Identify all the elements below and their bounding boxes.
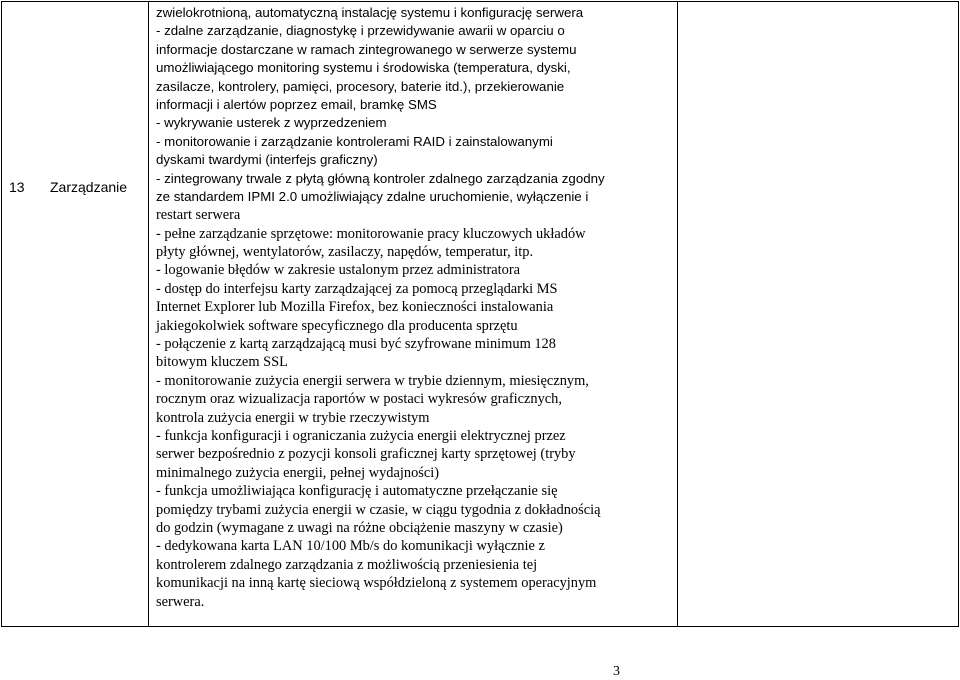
description-line: rocznym oraz wizualizacja raportów w postaci wykresów graficznych, — [156, 391, 562, 408]
description-line: informacji i alertów poprzez email, bramkę SMS — [156, 96, 437, 112]
description-line: serwera. — [156, 593, 205, 610]
description-line: - logowanie błędów w zakresie ustalonym przez administratora — [156, 262, 521, 279]
description-line: serwer bezpośrednio z pozycji konsoli graficznej karty sprzętowej (tryby — [156, 446, 576, 463]
description-line: - pełne zarządzanie sprzętowe: monitorowanie pracy kluczowych układów — [156, 225, 586, 242]
description-line: ze standardem IPMI 2.0 umożliwiający zdalne uruchomienie, wyłączenie i — [156, 188, 589, 204]
description-line: płyty głównej, wentylatorów, zasilaczy, napędów, temperatur, itp. — [156, 244, 534, 261]
description-line: - wykrywanie usterek z wyprzedzeniem — [156, 115, 387, 131]
description-line: - dostęp do interfejsu karty zarządzającej za pomocą przeglądarki MS — [156, 280, 558, 297]
description-line: informacje dostarczane w ramach zintegrowanego w serwerze systemu — [156, 41, 577, 57]
description-line: jakiegokolwiek software specyficznego dla producenta sprzętu — [156, 317, 518, 334]
description-line: komunikacji na inną kartę sieciową współdzieloną z systemem operacyjnym — [156, 575, 597, 592]
description-line: do godzin (wymagane z uwagi na różne obciążenie maszyny w czasie) — [156, 519, 563, 536]
description-line: umożliwiającego monitoring systemu i środowiska (temperatura, dyski, — [156, 60, 571, 76]
column-divider — [148, 2, 149, 626]
description-line: - monitorowanie i zarządzanie kontrolerami RAID i zainstalowanymi — [156, 133, 553, 149]
description-line: - połączenie z kartą zarządzającą musi być szyfrowane minimum 128 — [156, 336, 556, 353]
description-line: kontrolerem zdalnego zarządzania z możliwością przeniesienia tej — [156, 556, 538, 573]
description-line: - zintegrowany trwale z płytą główną kontroler zdalnego zarządzania zgodny — [156, 170, 605, 186]
description-line: - funkcja umożliwiająca konfigurację i automatyczne przełączanie się — [156, 483, 558, 500]
description-line: minimalnego zużycia energii, pełnej wydajności) — [156, 464, 440, 481]
description-line: kontrola zużycia energii w trybie rzeczywistym — [156, 409, 430, 426]
description-line: - dedykowana karta LAN 10/100 Mb/s do komunikacji wyłącznie z — [156, 538, 545, 555]
description-line: zwielokrotnioną, automatyczną instalację systemu i konfigurację serwera — [156, 5, 584, 20]
row-number: 13 — [9, 179, 25, 195]
spec-table — [1, 1, 959, 627]
description-line: dyskami twardymi (interfejs graficzny) — [156, 152, 378, 168]
page-number: 3 — [613, 664, 620, 679]
row-description — [156, 4, 676, 611]
description-line: Internet Explorer lub Mozilla Firefox, bez konieczności instalowania — [156, 299, 554, 316]
description-line: pomiędzy trybami zużycia energii w czasie, w ciągu tygodnia z dokładnością — [156, 501, 601, 518]
description-line: - zdalne zarządzanie, diagnostykę i przewidywanie awarii w oparciu o — [156, 23, 565, 39]
description-line: restart serwera — [156, 207, 241, 224]
description-line: - funkcja konfiguracji i ograniczania zużycia energii elektrycznej przez — [156, 427, 566, 444]
column-divider — [677, 2, 678, 626]
description-line: zasilacze, kontrolery, pamięci, procesory, baterie itd.), przekierowanie — [156, 78, 565, 94]
description-line: - monitorowanie zużycia energii serwera w trybie dziennym, miesięcznym, — [156, 372, 589, 389]
description-line: bitowym kluczem SSL — [156, 354, 288, 371]
row-name: Zarządzanie — [50, 179, 128, 195]
